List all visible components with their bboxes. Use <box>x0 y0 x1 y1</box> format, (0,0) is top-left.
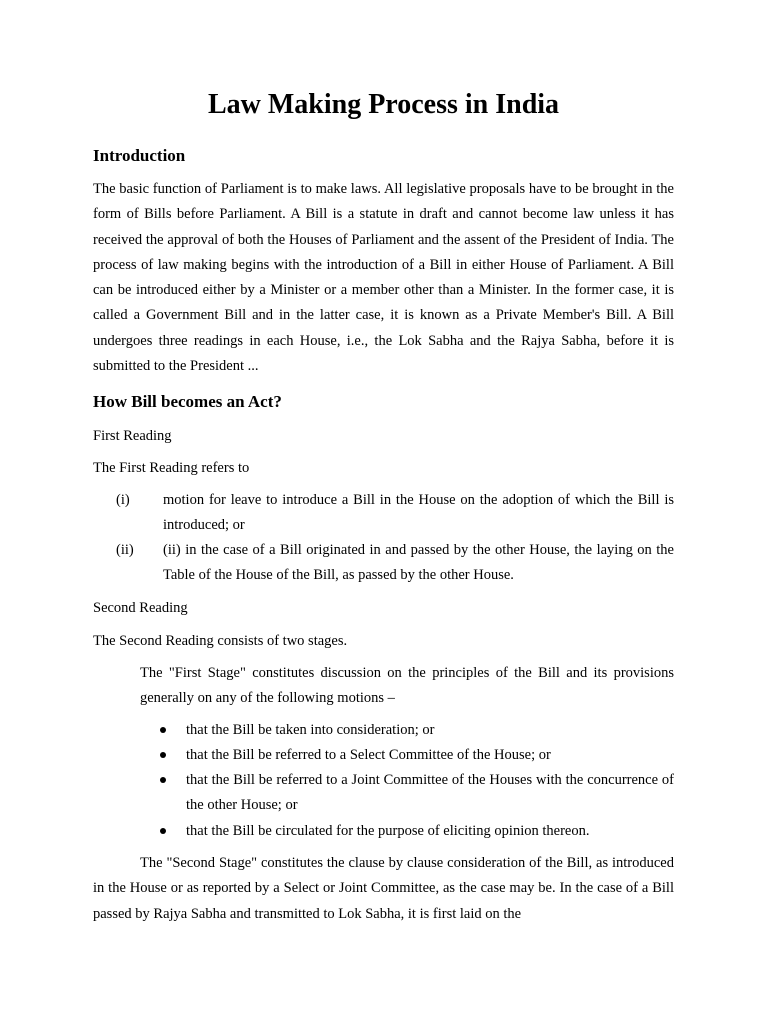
bullet-icon <box>160 752 166 758</box>
first-reading-label: First Reading <box>93 428 172 444</box>
item-marker: (ii) <box>116 542 134 558</box>
bullet-icon <box>160 777 166 783</box>
item-text: motion for leave to introduce a Bill in the House on the adoption of which the Bill is introduced; or <box>163 492 674 534</box>
introduction-heading: Introduction <box>93 146 186 165</box>
bullet-icon <box>160 727 166 733</box>
bullet-text: that the Bill be referred to a Joint Committee of the Houses with the concurrence of the other House; or <box>186 772 674 814</box>
second-stage-paragraph: The "Second Stage" constitutes the clause by clause consideration of the Bill, as introduced in the House or as reported by a Select or Joint Committee, as the case may be. In the case of a Bill passed by Rajya Sabha and transmitted to Lok Sabha, it is first laid on the <box>93 855 674 922</box>
bullet-text: that the Bill be circulated for the purpose of eliciting opinion thereon. <box>186 823 590 839</box>
second-reading-label: Second Reading <box>93 600 188 616</box>
first-reading-intro: The First Reading refers to <box>93 460 250 476</box>
first-stage-paragraph: The "First Stage" constitutes discussion on the principles of the Bill and its provisions generally on any of the following motions – <box>140 665 674 707</box>
bullet-text: that the Bill be taken into consideration; or <box>186 722 435 738</box>
document-title: Law Making Process in India <box>207 89 560 120</box>
second-reading-intro: The Second Reading consists of two stages. <box>93 633 348 649</box>
document-page <box>93 0 674 1024</box>
item-marker: (i) <box>116 492 130 508</box>
introduction-paragraph: The basic function of Parliament is to make laws. All legislative proposals have to be brought in the form of Bills before Parliament. A Bill is a statute in draft and cannot become law unless it has received the approval of both the Houses of Parliament and the assent of the President of India. The process of law making begins with the introduction of a Bill in either House of Parliament. A Bill can be introduced either by a Minister or a member other than a Minister. In the former case, it is called a Government Bill and in the latter case, it is known as a Private Member's Bill. A Bill undergoes three readings in each House, i.e., the Lok Sabha and the Rajya Sabha, before it is submitted to the President ... <box>93 181 674 375</box>
item-text: (ii) in the case of a Bill originated in and passed by the other House, the laying on the Table of the House of the Bill, as passed by the other House. <box>163 542 674 584</box>
bullet-icon <box>160 828 166 834</box>
bullet-text: that the Bill be referred to a Select Committee of the House; or <box>186 747 551 763</box>
how-bill-heading: How Bill becomes an Act? <box>93 392 282 411</box>
